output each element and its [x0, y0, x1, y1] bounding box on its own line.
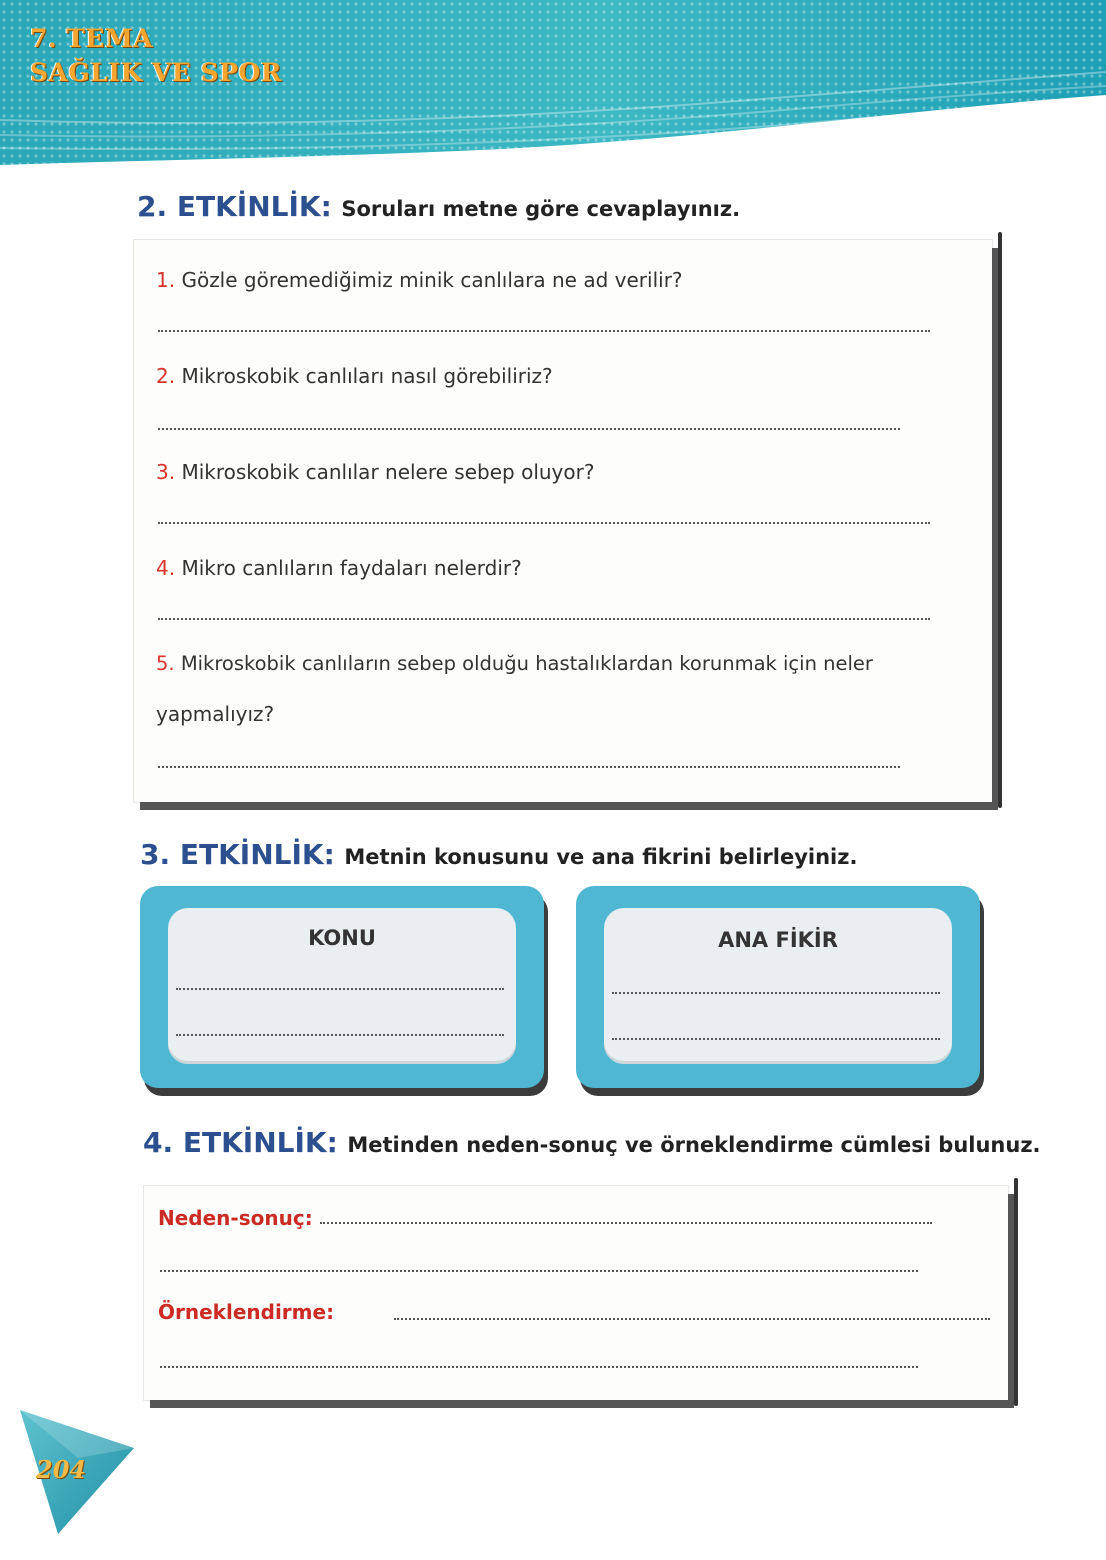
main-idea-box-title: ANA FİKİR	[718, 928, 838, 952]
example-label: Örneklendirme:	[158, 1300, 335, 1324]
question-2-number: 2.	[156, 364, 176, 388]
activity-2-label: 2. ETKİNLİK:	[137, 190, 332, 223]
answer-line-2[interactable]	[158, 428, 900, 430]
question-5	[156, 652, 873, 675]
question-4-text: Mikro canlıların faydaları nelerdir?	[181, 556, 522, 580]
topic-answer-line-1[interactable]	[176, 988, 504, 990]
question-5-continued	[156, 702, 274, 726]
topic-box-inner	[168, 908, 516, 1064]
question-5-text: Mikroskobik canlıların sebep olduğu hastalıklardan korunmak için neler	[180, 652, 873, 675]
theme-title	[30, 22, 282, 90]
answer-line-3[interactable]	[158, 522, 930, 524]
main-idea-box-inner	[604, 908, 952, 1064]
question-1	[156, 268, 683, 292]
cause-effect-line-2[interactable]	[160, 1270, 918, 1272]
answer-line-1[interactable]	[158, 330, 930, 332]
main-idea-answer-line-1[interactable]	[612, 992, 940, 994]
question-1-number: 1.	[156, 268, 176, 292]
question-4-number: 4.	[156, 556, 176, 580]
topic-box-title: KONU	[308, 926, 376, 950]
activity-2-question-card	[134, 240, 992, 802]
question-3-text: Mikroskobik canlılar nelere sebep oluyor?	[181, 460, 595, 484]
topic-box	[140, 886, 544, 1088]
activity-2-heading	[137, 190, 740, 223]
question-3-number: 3.	[156, 460, 176, 484]
main-idea-answer-line-2[interactable]	[612, 1038, 940, 1040]
activity-4-instruction: Metinden neden-sonuç ve örneklendirme cümlesi bulunuz.	[347, 1133, 1041, 1157]
cause-effect-line-1[interactable]	[320, 1222, 932, 1224]
theme-number: 7. TEMA	[30, 24, 154, 53]
activity-3-instruction: Metnin konusunu ve ana fikrini belirleyiniz.	[344, 845, 858, 869]
cause-effect-label: Neden-sonuç:	[158, 1206, 313, 1230]
example-line-2[interactable]	[160, 1366, 918, 1368]
activity-3-heading	[140, 838, 857, 871]
question-2-text: Mikroskobik canlıları nasıl görebiliriz?	[181, 364, 553, 388]
answer-line-4[interactable]	[158, 618, 930, 620]
main-idea-box	[576, 886, 980, 1088]
activity-4-card	[144, 1186, 1008, 1400]
topic-answer-line-2[interactable]	[176, 1034, 504, 1036]
answer-line-5[interactable]	[158, 766, 900, 768]
question-2	[156, 364, 553, 388]
question-4	[156, 556, 522, 580]
example-line-1[interactable]	[394, 1318, 990, 1320]
page-number: 204	[36, 1455, 87, 1484]
activity-2-instruction: Soruları metne göre cevaplayınız.	[341, 197, 741, 221]
question-1-text: Gözle göremediğimiz minik canlılara ne ad verilir?	[181, 268, 683, 292]
theme-name: SAĞLIK VE SPOR	[30, 58, 283, 87]
question-5-text-line2: yapmalıyız?	[156, 702, 275, 726]
question-3	[156, 460, 594, 484]
activity-4-heading	[143, 1126, 1041, 1159]
theme-header-band	[0, 0, 1106, 175]
activity-3-label: 3. ETKİNLİK:	[140, 838, 335, 871]
activity-4-label: 4. ETKİNLİK:	[143, 1126, 338, 1159]
question-5-number: 5.	[156, 652, 175, 675]
